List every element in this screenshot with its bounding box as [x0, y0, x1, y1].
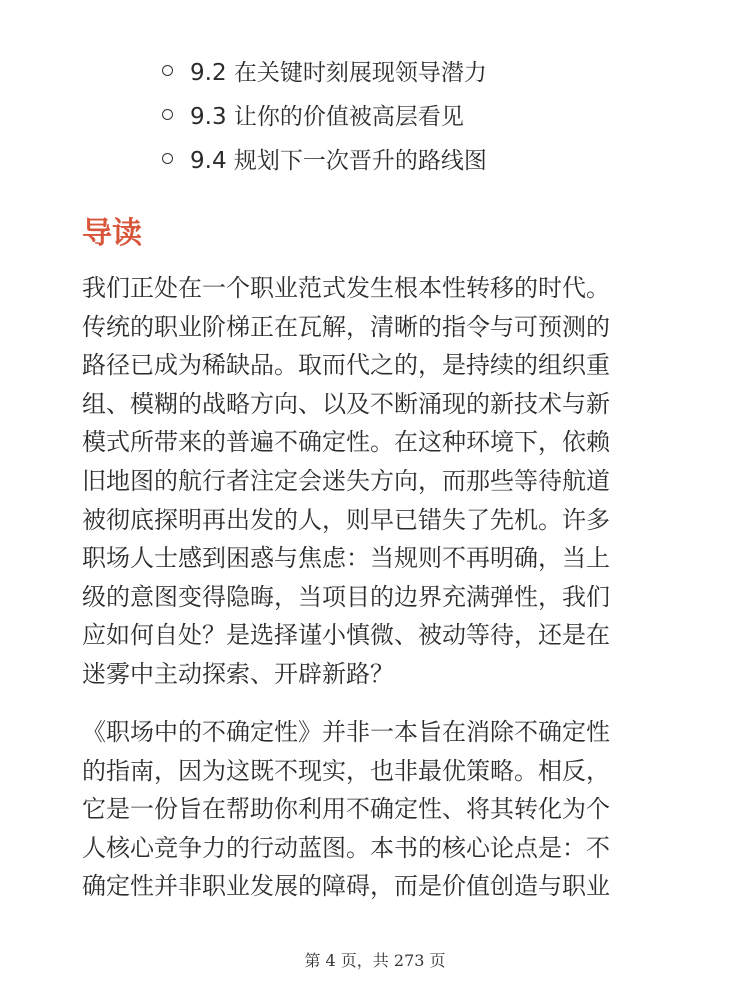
circle-bullet-icon: [162, 109, 173, 120]
toc-item[interactable]: [162, 92, 487, 136]
paragraph-line: 人核心竞争力的行动蓝图。本书的核心论点是：不: [82, 833, 610, 862]
body-paragraph: [82, 269, 682, 693]
circle-bullet-icon: [162, 65, 173, 76]
section-heading: 导读: [82, 216, 142, 251]
paragraph-line: 路径已成为稀缺品。取而代之的，是持续的组织重: [82, 351, 610, 380]
paragraph-line: 确定性并非职业发展的障碍，而是价值创造与职业: [82, 872, 610, 901]
paragraph-line: 组、模糊的战略方向、以及不断涌现的新技术与新: [82, 389, 610, 418]
toc-list: [162, 48, 487, 180]
paragraph-line: 的指南，因为这既不现实，也非最优策略。相反，: [82, 756, 610, 785]
body-paragraph: [82, 713, 682, 945]
circle-bullet-icon: [162, 153, 173, 164]
paragraph-line: 被彻底探明再出发的人，则早已错失了先机。许多: [82, 505, 610, 534]
paragraph-line: 旧地图的航行者注定会迷失方向，而那些等待航道: [82, 466, 610, 495]
paragraph-line: 我们正处在一个职业范式发生根本性转移的时代。: [82, 274, 610, 302]
paragraph-line: 级的意图变得隐晦，当项目的边界充满弹性，我们: [82, 582, 610, 611]
paragraph-line: 应如何自处？是选择谨小慎微、被动等待，还是在: [82, 621, 610, 650]
paragraph-line: 模式所带来的普遍不确定性。在这种环境下，依赖: [82, 428, 610, 457]
toc-item[interactable]: [162, 136, 487, 180]
toc-item[interactable]: [162, 48, 487, 92]
toc-item-label: 9.4 规划下一次晋升的路线图: [190, 147, 487, 174]
paragraph-line: 迷雾中主动探索、开辟新路？: [82, 659, 394, 688]
paragraph-line: 职场人士感到困惑与焦虑：当规则不再明确，当上: [82, 544, 610, 573]
page-number: 第 4 页，共 273 页: [304, 951, 446, 970]
paragraph-line: 传统的职业阶梯正在瓦解，清晰的指令与可预测的: [82, 312, 610, 341]
toc-item-label: 9.3 让你的价值被高层看见: [190, 103, 464, 130]
paragraph-line: 它是一份旨在帮助你利用不确定性、将其转化为个: [82, 795, 610, 824]
toc-item-label: 9.2 在关键时刻展现领导潜力: [190, 59, 487, 86]
paragraph-line: 《职场中的不确定性》并非一本旨在消除不确定性: [82, 718, 610, 746]
